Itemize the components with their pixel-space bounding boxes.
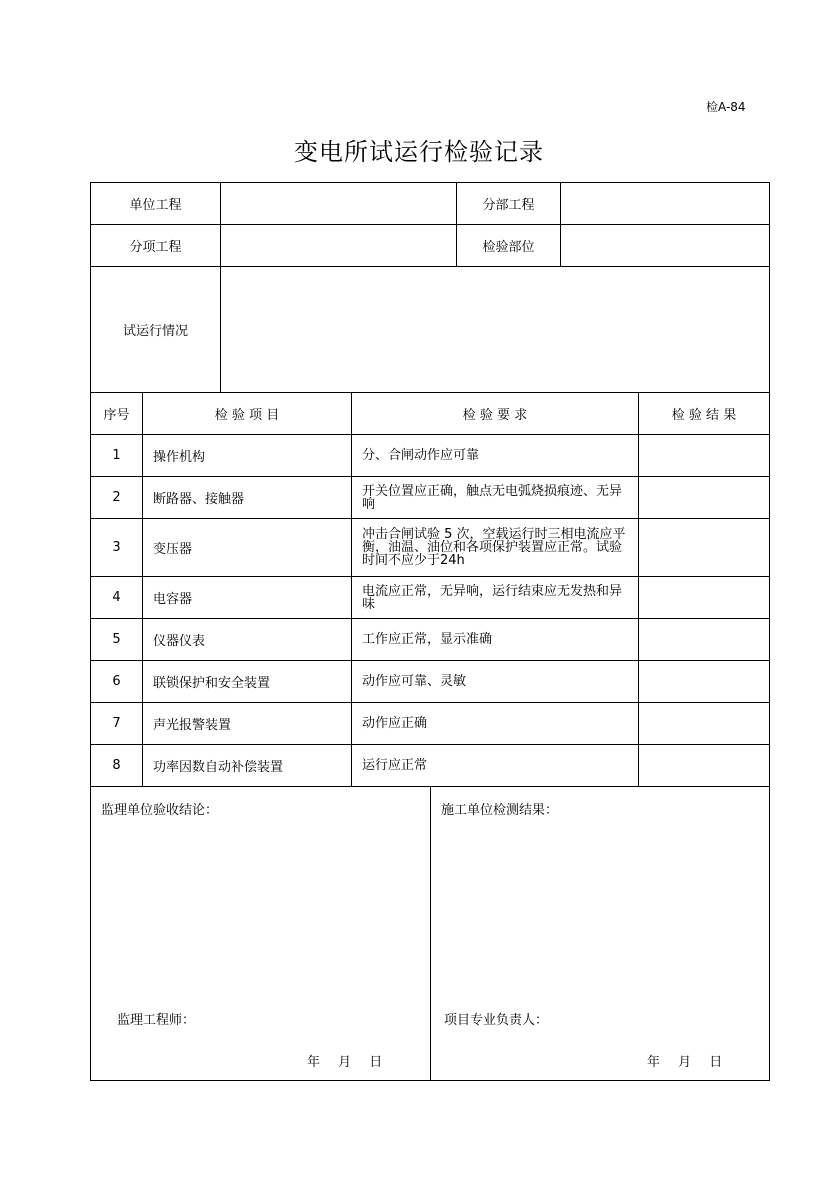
row-requirement: 动作应正确 [351,702,639,745]
supervision-conclusion-box[interactable] [90,786,431,1081]
row-requirement: 冲击合闸试验 5 次，空载运行时三相电流应平衡，油温、油位和各项保护装置应正常。试验时间不应少于24h [351,518,639,577]
construction-result-box[interactable] [430,786,770,1081]
row-requirement: 分、合闸动作应可靠 [351,434,639,477]
inspection-part-label: 检验部位 [456,224,561,267]
form-code: 检A-84 [706,100,746,114]
trial-run-field[interactable] [220,266,770,393]
row-requirement: 工作应正常，显示准确 [351,618,639,661]
row-result-field[interactable] [638,434,770,477]
supervision-conclusion-label: 监理单位验收结论： [101,803,219,818]
row-number: 4 [90,576,143,619]
row-requirement: 开关位置应正确，触点无电弧烧损痕迹、无异响 [351,476,639,519]
row-result-field[interactable] [638,744,770,787]
row-number: 6 [90,660,143,703]
page-title: 变电所试运行检验记录 [294,138,544,166]
row-item: 操作机构 [142,434,352,477]
supervision-date: 年 月 日 [307,1055,383,1070]
col-header-result: 检 验 结 果 [638,392,770,435]
supervision-engineer-label: 监理工程师： [117,1013,196,1028]
row-item: 声光报警装置 [142,702,352,745]
division-project-field[interactable] [560,182,770,225]
col-header-requirement: 检 验 要 求 [351,392,639,435]
row-number: 2 [90,476,143,519]
row-requirement: 运行应正常 [351,744,639,787]
row-number: 5 [90,618,143,661]
row-number: 3 [90,518,143,577]
subitem-project-field[interactable] [220,224,457,267]
row-item: 电容器 [142,576,352,619]
project-lead-label: 项目专业负责人： [444,1013,549,1028]
row-result-field[interactable] [638,476,770,519]
division-project-label: 分部工程 [456,182,561,225]
row-result-field[interactable] [638,660,770,703]
inspection-part-field[interactable] [560,224,770,267]
row-number: 7 [90,702,143,745]
col-header-no: 序号 [90,392,143,435]
construction-date: 年 月 日 [647,1055,723,1070]
row-item: 仪器仪表 [142,618,352,661]
subitem-project-label: 分项工程 [90,224,221,267]
row-result-field[interactable] [638,518,770,577]
trial-run-label: 试运行情况 [90,266,221,393]
row-number: 8 [90,744,143,787]
row-result-field[interactable] [638,618,770,661]
row-requirement: 动作应可靠、灵敏 [351,660,639,703]
row-item: 断路器、接触器 [142,476,352,519]
row-item: 变压器 [142,518,352,577]
unit-project-label: 单位工程 [90,182,221,225]
col-header-item: 检 验 项 目 [142,392,352,435]
row-item: 联锁保护和安全装置 [142,660,352,703]
row-result-field[interactable] [638,702,770,745]
unit-project-field[interactable] [220,182,457,225]
inspection-form [90,182,770,1081]
row-number: 1 [90,434,143,477]
construction-result-label: 施工单位检测结果： [441,803,559,818]
row-item: 功率因数自动补偿装置 [142,744,352,787]
row-result-field[interactable] [638,576,770,619]
row-requirement: 电流应正常，无异响，运行结束应无发热和异味 [351,576,639,619]
